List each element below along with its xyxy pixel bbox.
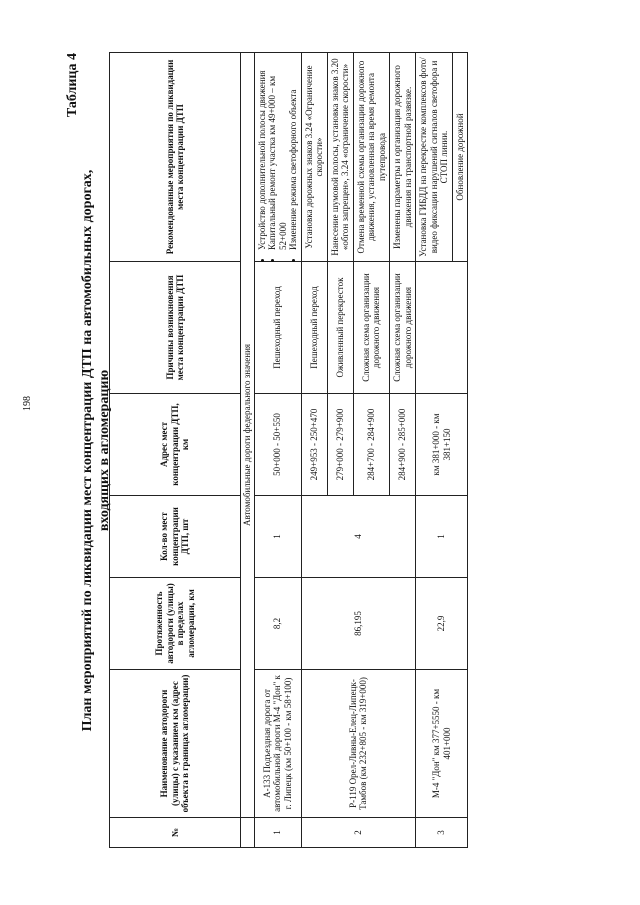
road-name: А-133 Подъездная дорога от автомобильной дороги М-4 "Дон" к г. Липецк (км 50+100 - км 58+100) (254, 670, 301, 818)
road-length: 86,195 (301, 578, 416, 670)
row-num: 2 (301, 818, 416, 848)
table-row (301, 53, 327, 848)
row-num: 1 (254, 818, 301, 848)
road-length: 22,9 (416, 578, 468, 670)
measure-text: Изменены параметры и организация дорожного движения на транспортной развязке. (390, 53, 416, 262)
row-num: 3 (416, 818, 468, 848)
rotated-page-content (65, 53, 610, 848)
dtp-address: 249+953 - 250+470 (301, 394, 327, 496)
road-length: 8,2 (254, 578, 301, 670)
header-measures: Рекомендованные мероприятия по ликвидации места концентрации ДТП (110, 53, 241, 262)
header-address: Адрес мест концентрации ДТП, км (110, 394, 241, 496)
dtp-address: 284+900 - 285+000 (390, 394, 416, 496)
measures-cell (254, 53, 301, 262)
measure-text: Установка дорожных знаков 3.24 «Ограничение скорости» (301, 53, 327, 262)
header-num: № (110, 818, 241, 848)
title-line-1: План мероприятий по ликвидации мест концентрации ДТП на автомобильных дорогах, (80, 169, 95, 732)
measure-text: Нанесение шумовой полосы, установка знаков 3.20 «обгон запрещен», 3.24 «ограничение скорости» (327, 53, 353, 262)
road-name: М-4 "Дон" км 377+5550 - км 401+000 (416, 670, 468, 818)
dtp-count: 1 (416, 496, 468, 578)
dtp-cause: Сложная схема организации дорожного движения (390, 262, 416, 394)
measure-text: Отмена временной схемы организации дорожного движения, установленная на время ремонта путепровода (353, 53, 390, 262)
dtp-cause: Оживленный перекресток (327, 262, 353, 394)
page-number: 198 (22, 396, 33, 411)
dtp-count: 4 (301, 496, 416, 578)
dtp-address: км 381+000 - км 381+150 (416, 394, 468, 496)
table-row (254, 53, 301, 848)
measure-item: • Капитальный ремонт участка км 49+000 – км 52+000 (267, 56, 288, 250)
dtp-cause: Сложная схема организации дорожного движения (353, 262, 390, 394)
dtp-count: 1 (254, 496, 301, 578)
measure-item: • Устройство дополнительной полосы движения (257, 56, 268, 250)
dtp-address: 284+700 - 284+900 (353, 394, 390, 496)
dtp-cause: Пешеходный переход (254, 262, 301, 394)
header-length: Протяженность автодороги (улицы) в пределах агломерации, км (110, 578, 241, 670)
header-count: Кол-во мест концентрации ДТП, шт (110, 496, 241, 578)
dtp-cause (416, 262, 468, 394)
header-row (110, 53, 241, 848)
dtp-measures-table (109, 52, 468, 848)
table-label: Таблица 4 (65, 53, 80, 118)
section-row (241, 53, 255, 848)
measure-text: Обновление дорожной (452, 53, 468, 262)
dtp-address: 279+000 - 279+900 (327, 394, 353, 496)
table-row (416, 53, 453, 848)
title-line-2: входящих в агломерацию (97, 369, 112, 532)
header-road: Наименование автодороги (улицы) с указанием км (адрес объекта в границах агломерации) (110, 670, 241, 818)
road-name: Р-119 Орел-Ливны-Елец-Липецк-Тамбов (км 232+805 - км 319+000) (301, 670, 416, 818)
dtp-address: 50+000 - 50+550 (254, 394, 301, 496)
page-title (79, 53, 113, 848)
measure-text: Установка ГИБДД на перекрестке комплексов фото/видео фиксации нарушений сигналов светофора и СТОП линии. (416, 53, 453, 262)
measure-item: • Изменение режима светофорного объекта (288, 56, 299, 250)
dtp-cause: Пешеходный переход (301, 262, 327, 394)
section-label: Автомобильные дороги федерального значения (241, 53, 255, 818)
header-causes: Причины возникновения места концентрации ДТП (110, 262, 241, 394)
